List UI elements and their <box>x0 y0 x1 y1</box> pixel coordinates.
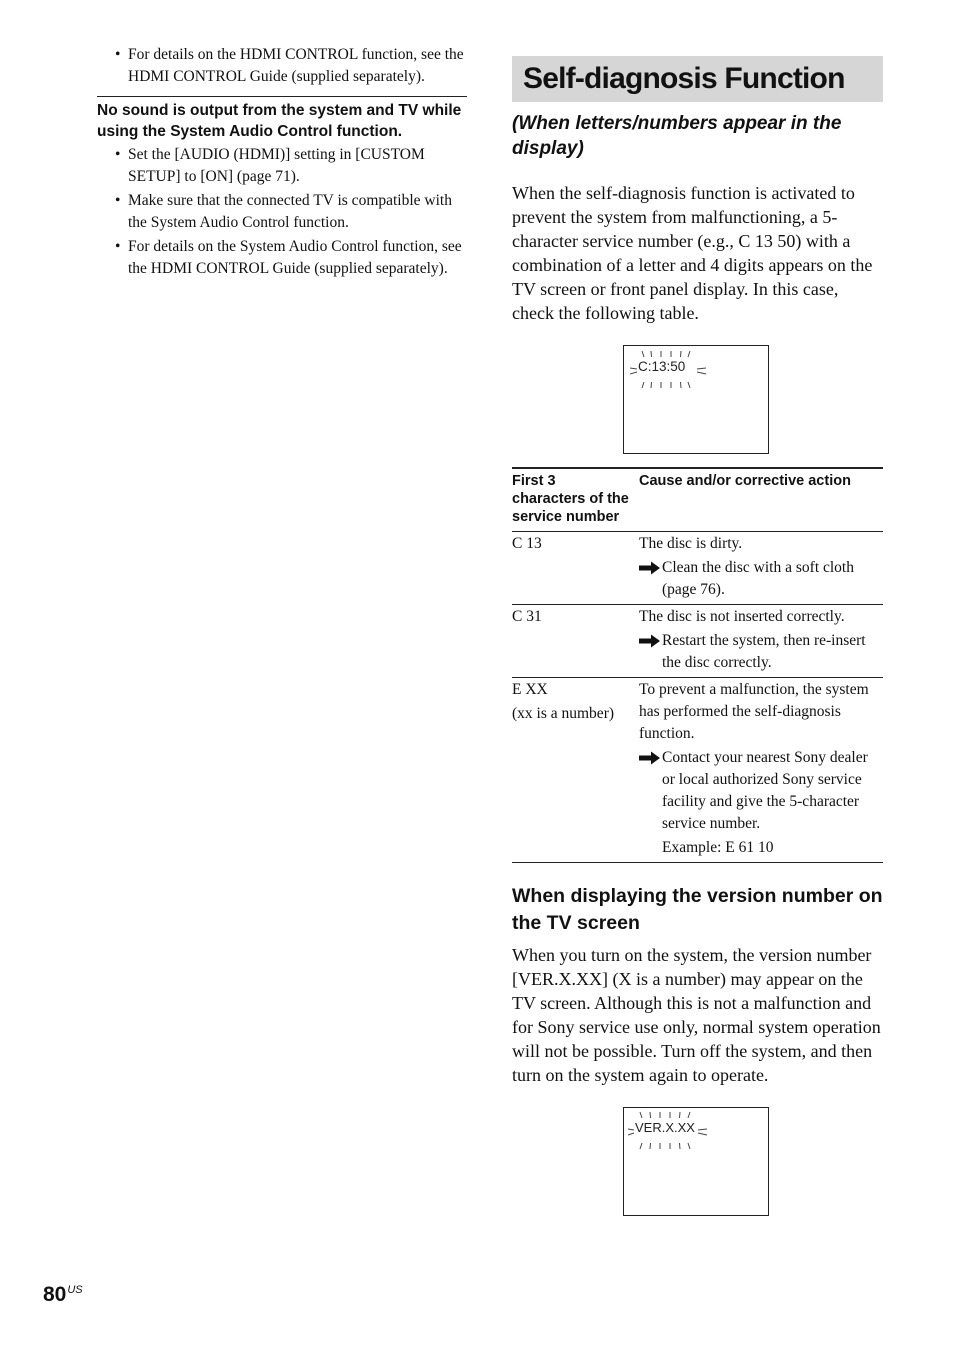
table-header-row <box>512 468 883 532</box>
action-text: Contact your nearest Sony dealer or local authorized Sony service facility and give the 5-character service number. <box>662 749 868 832</box>
table-row <box>512 532 883 605</box>
page-subtitle: (When letters/numbers appear in the display) <box>512 113 842 159</box>
bullet-tv-compatible: • Make sure that the connected TV is compatible with the System Audio Control function. <box>97 190 467 234</box>
arrow-right-icon <box>639 751 661 765</box>
cause-text: The disc is dirty. <box>639 535 743 552</box>
self-diagnosis-table <box>512 467 883 863</box>
cause-action-cell <box>639 678 883 863</box>
table-row <box>512 678 883 863</box>
cause-action-cell <box>639 605 883 678</box>
table-row <box>512 605 883 678</box>
arrow-right-icon <box>639 561 661 575</box>
service-code-cell <box>512 605 639 678</box>
section-divider <box>97 96 467 97</box>
service-code: E XX <box>512 681 548 698</box>
version-paragraph: When you turn on the system, the version number [VER.X.XX] (X is a number) may appear on the TV screen. Although this is not a malfunction and for Sony service use only, normal system operation will not be possible. Turn off the system, and then turn on the system again to operate. <box>512 945 881 1085</box>
no-sound-bullet-list <box>97 144 467 280</box>
example-text: Example: E 61 10 <box>662 839 774 856</box>
page-region-suffix: US <box>67 1284 83 1296</box>
corrective-action <box>639 747 883 835</box>
version-heading: When displaying the version number on the TV screen <box>512 885 883 934</box>
intro-paragraph: When the self-diagnosis function is activated to prevent the system from malfunctioning, a 5-character service number (e.g., C 13 50) with a combination of a letter and 4 digits appears on the TV screen or front panel display. In this case, check the following table. <box>512 183 873 323</box>
page-number <box>43 1283 83 1307</box>
action-text: Restart the system, then re-insert the disc correctly. <box>662 632 866 671</box>
page-title: Self-diagnosis Function <box>512 56 883 102</box>
cause-text: To prevent a malfunction, the system has performed the self-diagnosis function. <box>639 681 869 742</box>
hdmi-bullet-list <box>97 44 467 88</box>
page-number-value: 80 <box>43 1283 67 1306</box>
cause-text: The disc is not inserted correctly. <box>639 608 845 625</box>
header-cause-action: Cause and/or corrective action <box>639 468 883 532</box>
action-text: Clean the disc with a soft cloth (page 76). <box>662 559 854 598</box>
service-code-note: (xx is a number) <box>512 705 615 722</box>
right-column <box>512 56 883 1216</box>
service-code-cell <box>512 678 639 863</box>
cause-action-cell <box>639 532 883 605</box>
bullet-hdmi-guide: • For details on the HDMI CONTROL function, see the HDMI CONTROL Guide (supplied separately). <box>97 44 467 88</box>
corrective-action <box>639 630 883 674</box>
arrow-right-icon <box>639 634 661 648</box>
service-code-cell <box>512 532 639 605</box>
service-code: C 13 <box>512 535 542 552</box>
display-illustration-version <box>623 1107 769 1216</box>
display-illustration-service-code <box>623 345 769 454</box>
header-service-number: First 3 characters of the service number <box>512 468 639 532</box>
display-version-text: VER.X.XX <box>635 1120 695 1135</box>
corrective-action <box>639 557 883 601</box>
bullet-system-audio-guide: • For details on the System Audio Control function, see the HDMI CONTROL Guide (supplied separately). <box>97 236 467 280</box>
bullet-audio-setting: • Set the [AUDIO (HDMI)] setting in [CUSTOM SETUP] to [ON] (page 71). <box>97 144 467 188</box>
display-code-text: C:13:50 <box>638 359 686 374</box>
service-code: C 31 <box>512 608 542 625</box>
no-sound-heading: No sound is output from the system and TV while using the System Audio Control function. <box>97 102 462 140</box>
left-column <box>97 44 467 282</box>
